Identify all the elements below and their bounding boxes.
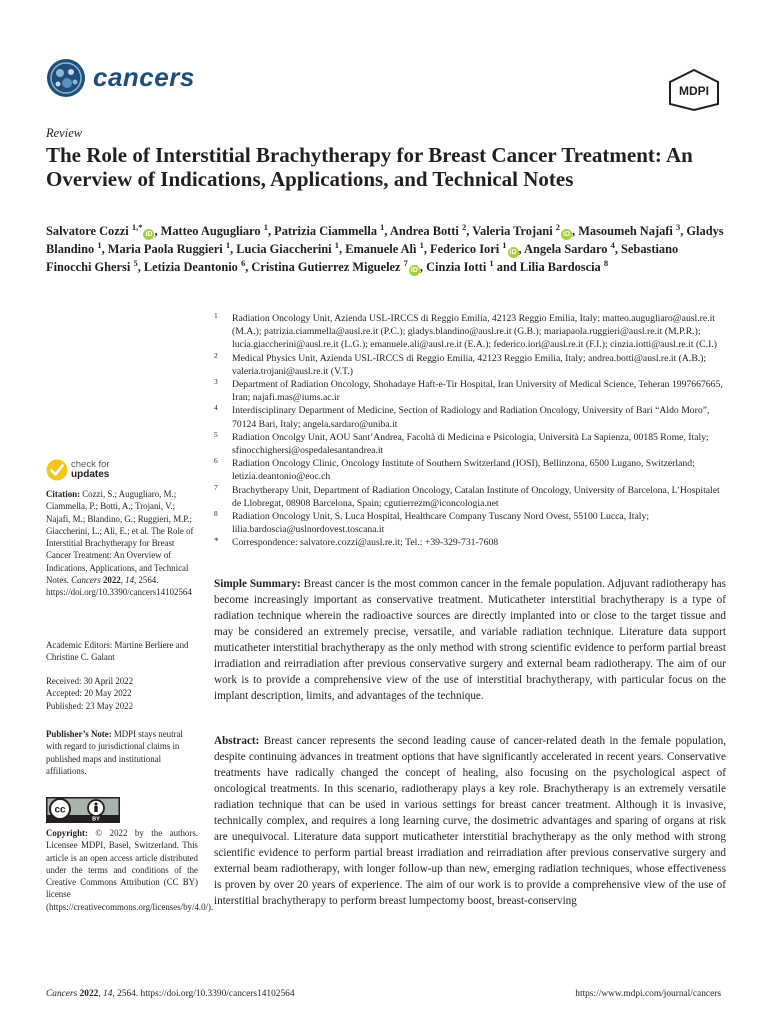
affiliation-text: Department of Radiation Oncology, Shohadaye Haft-e-Tir Hospital, Iran University of Medical Science, Teheran 1997667665, Iran; najafi.mas@iums.ac.ir xyxy=(232,379,723,404)
author-separator: , xyxy=(154,224,161,238)
author-separator: , xyxy=(137,260,144,274)
author-affiliation-number: 1 xyxy=(502,239,507,250)
author-separator: , xyxy=(230,242,237,256)
affiliation-number: 4 xyxy=(214,403,218,413)
affiliation-number: 2 xyxy=(214,350,218,360)
footer-year: 2022 xyxy=(77,989,99,999)
author-separator: , xyxy=(384,224,390,238)
author-name: Emanuele Alì xyxy=(345,242,417,256)
citation-block xyxy=(46,488,198,599)
footer-doi-link[interactable]: , 2564. https://doi.org/10.3390/cancers14102564 xyxy=(112,989,295,999)
affiliation-number: 3 xyxy=(214,377,218,387)
author-name: Letizia Deantonio xyxy=(143,260,238,274)
affiliation-item xyxy=(214,404,726,430)
author-separator: , xyxy=(518,242,525,256)
affiliation-number: 8 xyxy=(214,509,218,519)
author-separator: , xyxy=(245,260,252,274)
author-affiliation-number: 1 xyxy=(334,239,339,250)
author-affiliation-number: 8 xyxy=(603,257,609,268)
orcid-icon[interactable]: iD xyxy=(509,249,517,256)
article-title: The Role of Interstitial Brachytherapy for Breast Cancer Treatment: An Overview of Indications, Applications, and Technical Notes xyxy=(46,143,693,191)
citation-volume: , 14 xyxy=(120,575,135,586)
author-separator: , xyxy=(680,224,687,238)
author-name: Maria Paola Ruggieri xyxy=(107,242,223,256)
author-name: Gladys Blandino xyxy=(46,224,724,256)
author-name: Lilia Bardoscia xyxy=(519,260,601,274)
author-affiliation-number: 3 xyxy=(675,221,681,232)
affiliation-item xyxy=(214,484,726,510)
author-list xyxy=(46,222,726,276)
author-name: Matteo Augugliaro xyxy=(160,224,261,238)
published-date: Published: 23 May 2022 xyxy=(46,700,134,711)
affiliation-item xyxy=(214,457,726,483)
author-name: Sebastiano Finocchi Ghersi xyxy=(46,242,679,274)
author-separator: , xyxy=(614,242,622,256)
cc-by-license-icon[interactable] xyxy=(46,797,120,823)
author-name: Cinzia Iotti xyxy=(426,260,487,274)
copyright-notice xyxy=(46,827,214,913)
author-affiliation-number: 1,* xyxy=(131,221,143,232)
publisher-note-text: MDPI stays neutral with regard to jurisdictional claims in published maps and institutional affiliations. xyxy=(46,729,183,776)
author-name: Salvatore Cozzi xyxy=(46,224,129,238)
orcid-icon[interactable]: iD xyxy=(410,267,418,274)
affiliation-item xyxy=(214,352,726,378)
author-name: Valeria Trojani xyxy=(472,224,553,238)
author-affiliation-number: 2 xyxy=(555,221,560,232)
affiliation-text: Interdisciplinary Department of Medicine, Section of Radiology and Radiation Oncology, University of Bari “Aldo Moro”, 70124 Bari, Italy; angela.sardaro@uniba.it xyxy=(232,405,710,430)
author-separator: , xyxy=(572,224,579,238)
journal-name: cancers xyxy=(93,62,195,92)
author-affiliation-number: 1 xyxy=(419,239,424,250)
author-separator: and xyxy=(493,260,520,274)
author-name: Cristina Gutierrez Miguelez xyxy=(251,260,401,274)
affiliation-item xyxy=(214,378,726,404)
check-updates-line1: check for xyxy=(71,459,110,470)
abstract xyxy=(214,733,726,909)
citation-text: Cozzi, S.; Augugliaro, M.; Ciammella, P.; Botti, A.; Trojani, V.; Najafi, M.; Blandino, G.; Ruggieri, M.P.; Giaccherini, L.; Alì, E.; et al. The Role of Interstitial Brachytherapy for Breast Cancer Treatment: An Overview of Indications, Applications, and Technical Notes. xyxy=(46,489,194,586)
publisher-note-label: Publisher’s Note: xyxy=(46,729,112,739)
affiliation-text: Radiation Oncology Unit, S. Luca Hospital, Healthcare Company Tuscany Nord Ovest, 55100 Lucca, Italy; lilia.bardoscia@uslnordovest.toscana.it xyxy=(232,511,650,536)
citation-doi-link[interactable]: , 2564. https://doi.org/10.3390/cancers14102564 xyxy=(46,575,192,598)
author-separator: , xyxy=(419,260,427,274)
affiliation-item xyxy=(214,431,726,457)
author-separator: , xyxy=(423,242,431,256)
abstract-label: Abstract: xyxy=(214,735,260,747)
check-updates-icon xyxy=(46,458,68,482)
author-affiliation-number: 1 xyxy=(380,221,385,232)
citation-journal: Cancers xyxy=(71,575,101,586)
footer-journal: Cancers xyxy=(46,989,78,999)
author-affiliation-number: 5 xyxy=(133,257,138,268)
affiliation-item xyxy=(214,536,726,549)
author-affiliation-number: 6 xyxy=(240,257,246,268)
author-name: Federico Iori xyxy=(430,242,500,256)
affiliation-number: * xyxy=(214,536,219,547)
svg-text:cc: cc xyxy=(54,804,66,816)
cc-badge-label: BY xyxy=(92,816,100,823)
affiliation-item xyxy=(214,312,726,352)
abstract-text: Breast cancer represents the second leading cause of cancer-related death in the female population, despite continuing advances in treatment options that have significantly accelerated in recent years. Conservative treatments have radically changed the concept of healing, also focusing on the psychological aspect of oncological treatments. In this scenario, radiotherapy plays a key role. Brachytherapy is an extremely versatile radiation technique that can be used in various settings for breast cancer treatment. Although it is invasive, technically complex, and requires a long learning curve, the dosimetric advantages and sparing of organs at risk are unequivocal. Literature data support muticatheter interstitial brachytherapy as the only method with strong scientific evidence to perform partial breast irradiation and reirradiation after previous conservative surgery and external beam radiotherapy, with longer follow-up than new, emerging radiation techniques, whose effectiveness is proven by over 20 years of experience. The aim of our work is to provide a comprehensive view of the use of interstitial brachytherapy to perform breast lumpectomy boost, breast-conserving xyxy=(214,735,726,907)
academic-editors: Academic Editors: Martine Berliere and Christine C. Galant xyxy=(46,640,189,663)
author-name: Masoumeh Najafi xyxy=(578,224,673,238)
footer-journal-url[interactable]: https://www.mdpi.com/journal/cancers xyxy=(575,989,721,999)
affiliation-text: Radiation Oncolgy Unit, AOU Sant’Andrea, Facoltà di Medicina e Psicologia, Università La Sapienza, 00185 Rome, Italy; sfinocchighersi@ospedalesantandrea.it xyxy=(232,431,709,457)
author-affiliation-number: 1 xyxy=(263,221,268,232)
orcid-icon[interactable]: iD xyxy=(145,231,153,238)
publication-dates xyxy=(46,675,198,712)
citation-year: 2022 xyxy=(100,575,121,586)
simple-summary-text: Breast cancer is the most common cancer in the female population. Adjuvant radiotherapy has become increasingly important as conservative treatment. Muticatheter interstitial brachytherapy is a type of radiation technique wherein the radioactive sources are directly implanted into or close to the target tissue and may be considered an extremely precise, versatile, and variable radiation technique. Literature data support muticatheter interstitial brachytherapy as the only method with strong scientific evidence to perform partial breast irradiation and reirradiation after previous conservative surgery and external beam radiotherapy. The aim of our work is to provide a comprehensive view of the use of interstitial brachytherapy, with particular focus on the implant description, limits, and advantages of the technique. xyxy=(214,578,727,702)
citation-label: Citation: xyxy=(46,489,81,499)
affiliation-text: Medical Physics Unit, Azienda USL-IRCCS di Reggio Emilia, 42123 Reggio Emilia, Italy; andrea.botti@ausl.re.it (A.B.); valeria.trojani@ausl.re.it (V.T.) xyxy=(232,352,707,377)
accepted-date: Accepted: 20 May 2022 xyxy=(46,688,132,699)
footer-citation xyxy=(46,989,295,999)
copyright-label: Copyright: xyxy=(46,828,88,838)
author-affiliation-number: 2 xyxy=(461,221,467,232)
cancers-journal-logo-icon xyxy=(46,58,86,98)
article-type: Review xyxy=(46,126,83,140)
check-for-updates-button[interactable] xyxy=(46,458,166,484)
affiliation-number: 6 xyxy=(214,456,218,466)
publisher-note xyxy=(46,728,198,777)
affiliations xyxy=(214,312,726,550)
orcid-icon[interactable]: iD xyxy=(563,231,570,238)
affiliation-text: Brachytherapy Unit, Department of Radiation Oncology, Catalan Institute of Oncology, University of Barcelona, L’Hospitalet de Llobregat, 08908 Barcelona, Spain; cgutierrezm@iconcologia.net xyxy=(232,484,720,509)
affiliation-item xyxy=(214,510,726,536)
affiliation-text: Correspondence: salvatore.cozzi@ausl.re.it; Tel.: +39-329-731-7608 xyxy=(232,537,499,549)
author-separator: , xyxy=(101,242,108,256)
affiliation-number: 5 xyxy=(214,429,218,439)
affiliation-text: Radiation Oncology Unit, Azienda USL-IRCCS di Reggio Emilia, 42123 Reggio Emilia, Italy; matteo.augugliaro@ausl.re.it (M.A.); patrizia.ciammella@ausl.re.it (P.C.); gladys.blandino@ausl.re.it (G.B.); mariapaola.ruggieri@ausl.re.it (M.P.R.); lucia.giaccherini@ausl.re.it (L.G.); emanuele.ali@ausl.re.it (E.A.); federico.iori@ausl.re.it (F.I.); cinzia.iotti@ausl.re.it (C.I.) xyxy=(232,313,717,351)
footer-volume: , 14 xyxy=(98,989,113,999)
affiliation-text: Radiation Oncology Clinic, Oncology Institute of Southern Switzerland (IOSI), Bellinzona, 6500 Lugano, Switzerland; letizia.deantonio@eoc.ch xyxy=(232,458,695,483)
publisher-name: MDPI xyxy=(679,84,709,98)
author-separator: , xyxy=(338,242,346,256)
author-affiliation-number: 1 xyxy=(225,239,231,250)
author-name: Andrea Botti xyxy=(389,224,459,238)
mdpi-logo-icon xyxy=(667,68,721,112)
author-affiliation-number: 4 xyxy=(610,239,615,250)
author-name: Patrizia Ciammella xyxy=(274,224,378,238)
author-affiliation-number: 7 xyxy=(403,257,408,268)
author-separator: , xyxy=(466,224,473,238)
simple-summary xyxy=(214,576,726,704)
copyright-text: © 2022 by the authors. Licensee MDPI, Basel, Switzerland. This article is an open access article distributed under the terms and conditions of the Creative Commons Attribution (CC BY) license (https://creativecommons.org/licenses/by/4.0/). xyxy=(46,828,214,912)
author-affiliation-number: 1 xyxy=(97,239,102,250)
received-date: Received: 30 April 2022 xyxy=(46,676,134,686)
author-affiliation-number: 1 xyxy=(489,257,494,268)
affiliation-number: 7 xyxy=(214,482,218,492)
simple-summary-label: Simple Summary: xyxy=(214,578,301,590)
author-name: Angela Sardaro xyxy=(524,242,608,256)
author-name: Lucia Giaccherini xyxy=(236,242,332,256)
check-updates-line2: updates xyxy=(71,469,110,480)
affiliation-number: 1 xyxy=(214,311,218,320)
author-separator: , xyxy=(267,224,275,238)
